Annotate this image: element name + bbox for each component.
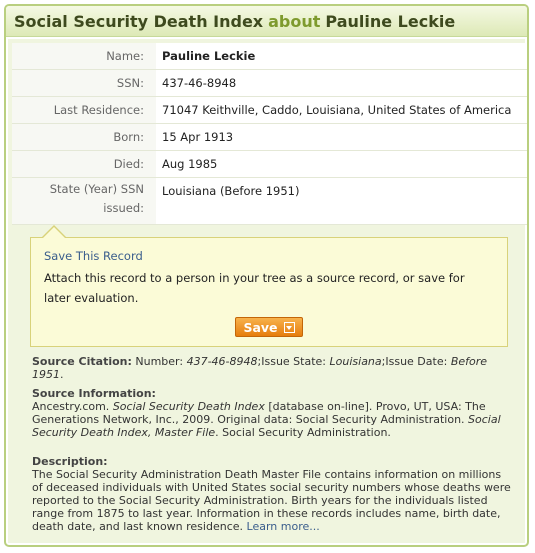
field-value-born: 15 Apr 1913 — [156, 124, 527, 151]
save-title: Save This Record — [44, 249, 143, 263]
source-info-text-1: Ancestry.com. — [32, 400, 110, 413]
citation-number: 437-46-8948 — [186, 355, 258, 368]
panel-body — [8, 39, 525, 543]
table-row — [12, 124, 527, 151]
source-info-text-2: [database on-line]. Provo, UT, USA: The Generations Network, Inc., 2009. Original data: Social Security Administration. — [32, 400, 486, 426]
source-information — [32, 387, 512, 439]
dropdown-arrow-icon[interactable] — [284, 322, 295, 333]
record-table — [12, 43, 527, 225]
save-description: Attach this record to a person in your tree as a source record, or save for later evaluation. — [44, 271, 465, 305]
field-label: Name: — [12, 43, 156, 70]
source-info-master-file: Social Security Death Index, Master File — [32, 413, 501, 439]
source-info-title: Social Security Death Index — [112, 400, 265, 413]
source-info-text-3: . Social Security Administration. — [215, 426, 391, 439]
save-record-box — [30, 237, 508, 347]
record-panel — [4, 4, 529, 547]
field-label: Last Residence: — [12, 97, 156, 124]
field-value-died: Aug 1985 — [156, 151, 527, 178]
save-button[interactable] — [235, 317, 303, 337]
field-label: Born: — [12, 124, 156, 151]
table-row — [12, 97, 527, 124]
description-section — [32, 455, 512, 533]
header-connector: about — [268, 11, 321, 31]
table-row — [12, 178, 527, 225]
panel-header — [6, 6, 527, 37]
save-button-label: Save — [243, 319, 278, 335]
header-person: Pauline Leckie — [325, 11, 456, 31]
citation-issue-state-label: ;Issue State: — [257, 355, 327, 368]
table-row — [12, 70, 527, 97]
table-row — [12, 151, 527, 178]
source-citation — [32, 355, 512, 381]
citation-heading: Source Citation: — [32, 355, 132, 368]
field-value-residence: 71047 Keithville, Caddo, Louisiana, United States of America — [156, 97, 527, 124]
citation-end: . — [60, 368, 64, 381]
source-info-heading: Source Information: — [32, 387, 156, 400]
description-text: The Social Security Administration Death Master File contains information on millions of deceased individuals with United States social security numbers whose deaths were reported to the Social Security Administration. Birth years for the individuals listed range from 1875 to last year. Information in these records includes name, birth date, death date, and last known residence. — [32, 468, 511, 533]
field-value-ssn: 437-46-8948 — [156, 70, 527, 97]
citation-issue-state: Louisiana — [329, 355, 382, 368]
learn-more-link[interactable]: Learn more... — [246, 520, 320, 533]
citation-issue-date: Before 1951 — [32, 355, 488, 381]
field-label: Died: — [12, 151, 156, 178]
callout-pointer-fill — [43, 227, 65, 238]
field-label: State (Year) SSN issued: — [12, 178, 156, 225]
field-label: SSN: — [12, 70, 156, 97]
field-value-state-issued: Louisiana (Before 1951) — [156, 178, 527, 225]
citation-issue-date-label: ;Issue Date: — [381, 355, 448, 368]
header-title: Social Security Death Index — [14, 11, 264, 31]
field-value-name: Pauline Leckie — [156, 43, 527, 70]
table-row — [12, 43, 527, 70]
description-heading: Description: — [32, 455, 108, 468]
citation-number-label: Number: — [135, 355, 184, 368]
